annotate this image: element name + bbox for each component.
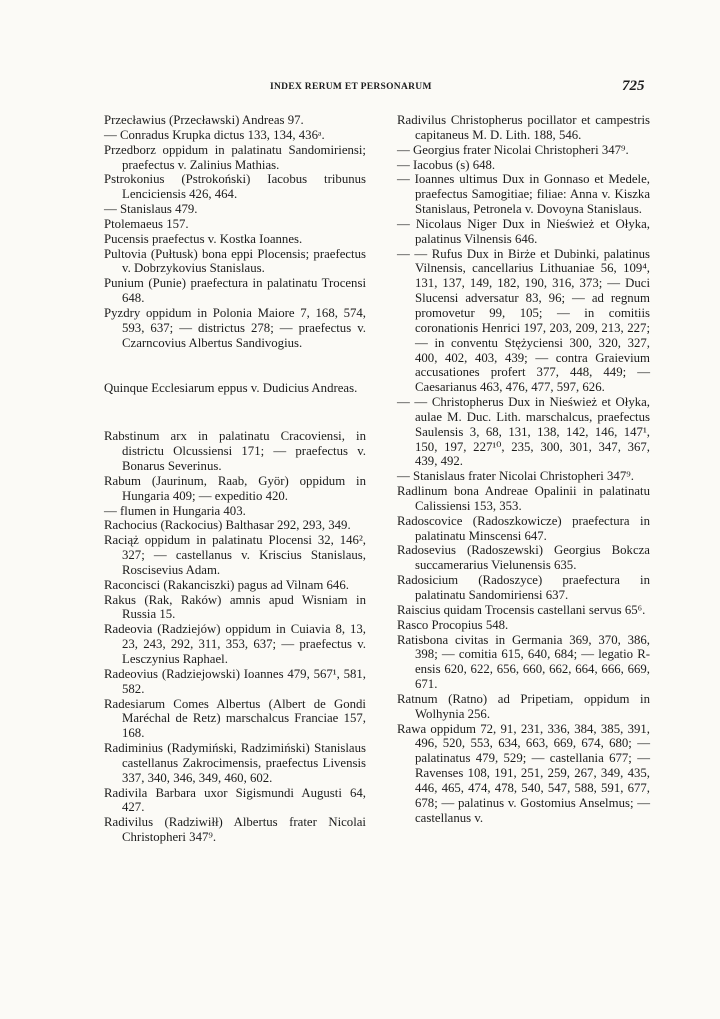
index-entry: Radeovius (Radziejowski) Ioannes 479, 567¹, 581, 582. [104, 666, 366, 696]
running-title: INDEX RERUM ET PERSONARUM [270, 82, 432, 92]
index-column-left [104, 113, 366, 845]
index-entry: Radesiarum Comes Albertus (Albert de Gondi Maréchal de Retz) marschalcus Franciae 157, 168. [104, 696, 366, 741]
index-entry: Ratisbona civitas in Germania 369, 370, 386, 398; — comitia 615, 640, 684; — legatio R-ensis 620, 622, 656, 660, 662, 664, 666, 669, 671. [397, 632, 650, 692]
index-entry: Radosevius (Radoszewski) Georgius Bokcza succamerarius Vielunensis 635. [397, 543, 650, 573]
index-entry: Radivilus Christopherus pocillator et campestris capitaneus M. D. Lith. 188, 546. [397, 113, 650, 142]
index-entry: Rakus (Rak, Raków) amnis apud Wisniam in Russia 15. [104, 592, 366, 622]
index-entry: — Conradus Krupka dictus 133, 134, 436ᵃ. [104, 127, 325, 142]
index-entry: Radosicium (Radoszyce) praefectura in palatinatu Sandomiriensi 637. [397, 573, 650, 602]
index-entry: Rachocius (Rackocius) Balthasar 292, 293, 349. [104, 518, 351, 533]
index-entry: Quinque Ecclesiarum eppus v. Dudicius Andreas. [104, 380, 358, 395]
index-entry: Raconcisci (Rakanciszki) pagus ad Vilnam 646. [104, 577, 349, 592]
page-header [0, 78, 720, 102]
index-entry: — Stanislaus frater Nicolai Christopheri 347⁹. [397, 469, 634, 484]
index-entry: Przecławius (Przecławski) Andreas 97. [104, 113, 304, 127]
index-entry: Rabum (Jaurinum, Raab, Györ) oppidum in Hungaria 409; — expeditio 420. [104, 473, 366, 503]
index-entry: Pstrokonius (Pstrokoński) Iacobus tribunus Lenciciensis 426, 464. [104, 172, 366, 202]
index-entry: Radoscovice (Radoszkowicze) praefectura in palatinatu Minscensi 647. [397, 513, 650, 543]
index-entry: Pyzdry oppidum in Polonia Maiore 7, 168, 574, 593, 637; — districtus 278; — praefectus v. Czarncovius Albertus Sandivogius. [104, 305, 366, 350]
index-entry: Radivila Barbara uxor Sigismundi Augusti 64, 427. [104, 785, 366, 815]
index-column-right [397, 113, 650, 826]
index-entry: Rabstinum arx in palatinatu Cracoviensi, in districtu Olcussiensi 171; — praefectus v. Bonarus Severinus. [104, 429, 366, 474]
index-entry: — — Rufus Dux in Birże et Dubinki, palatinus Vilnensis, cancellarius Lithuaniae 56, 109⁴, 131, 137, 149, 182, 190, 316, 373; — Duci Slucensi adversatur 83, 96; — ad regnum promovetur 99, 105; — in comitiis coronationis Henrici 197, 203, 209, 213, 227; — in conventu Stężyciensi 300, 320, 327, 400, 402, 403, 439; — contra Graievium accusationes profert 377, 448, 449; — Caesarianus 463, 476, 477, 597, 626. [397, 246, 650, 395]
index-entry: — — Christopherus Dux in Nieśwież et Ołyka, aulae M. Duc. Lith. marschalcus, praefectus Saulensis 3, 68, 131, 138, 142, 146, 147¹, 150, 197, 227¹⁰, 235, 300, 301, 347, 367, 439, 492. [397, 395, 650, 469]
index-entry: Raiscius quidam Trocensis castellani servus 65⁶. [397, 602, 646, 617]
index-entry: — Stanislaus 479. [104, 202, 198, 217]
index-entry: Raciąż oppidum in palatinatu Plocensi 32, 146², 327; — castellanus v. Kriscius Stanislaus, Roscisevius Adam. [104, 533, 366, 577]
index-entry: Radiminius (Radymiński, Radzimiński) Stanislaus castellanus Zakrocimensis, praefectus Livensis 337, 340, 346, 349, 460, 602. [104, 741, 366, 785]
index-entry: Ratnum (Ratno) ad Pripetiam, oppidum in Wolhynia 256. [397, 691, 650, 721]
page-number: 725 [622, 78, 645, 94]
index-entry: Radivilus (Radziwiłł) Albertus frater Nicolai Christopheri 347⁹. [104, 815, 366, 845]
index-entry: Radlinum bona Andreae Opalinii in palatinatu Calissiensi 153, 353. [397, 484, 650, 513]
index-entry: — Nicolaus Niger Dux in Nieśwież et Ołyka, palatinus Vilnensis 646. [397, 216, 650, 246]
index-entry: Przedborz oppidum in palatinatu Sandomiriensi; praefectus v. Zalinius Mathias. [104, 142, 366, 172]
index-entry: Pultovia (Pułtusk) bona eppi Plocensis; praefectus v. Dobrzykovius Stanislaus. [104, 246, 366, 276]
index-entry: Radeovia (Radziejów) oppidum in Cuiavia 8, 13, 23, 243, 292, 311, 353, 637; — praefectus v. Lesczynius Raphael. [104, 622, 366, 666]
letter-section-gap [104, 395, 366, 429]
letter-section-gap [104, 351, 366, 381]
index-entry: — Ioannes ultimus Dux in Gonnaso et Medele, praefectus Samogitiae; filiae: Anna v. Kiszka Stanislaus, Petronela v. Dovoyna Stanislaus. [397, 172, 650, 217]
index-entry: — flumen in Hungaria 403. [104, 503, 246, 518]
index-entry: Ptolemaeus 157. [104, 216, 189, 231]
index-entry: Punium (Punie) praefectura in palatinatu Trocensi 648. [104, 276, 366, 306]
index-entry: Rawa oppidum 72, 91, 231, 336, 384, 385, 391, 496, 520, 553, 634, 663, 669, 674, 680; — palatinatus 479, 529; — castellania 677; — Ravenses 108, 191, 251, 259, 267, 349, 435, 446, 465, 474, 478, 540, 547, 588, 591, 677, 678; — palatinus v. Gostomius Anselmus; — castellanus v. [397, 721, 650, 825]
index-entry: Pucensis praefectus v. Kostka Ioannes. [104, 231, 303, 246]
index-entry: — Georgius frater Nicolai Christopheri 347⁹. [397, 142, 629, 157]
index-entry: Rasco Procopius 548. [397, 617, 509, 632]
index-entry: — Iacobus (s) 648. [397, 157, 496, 172]
